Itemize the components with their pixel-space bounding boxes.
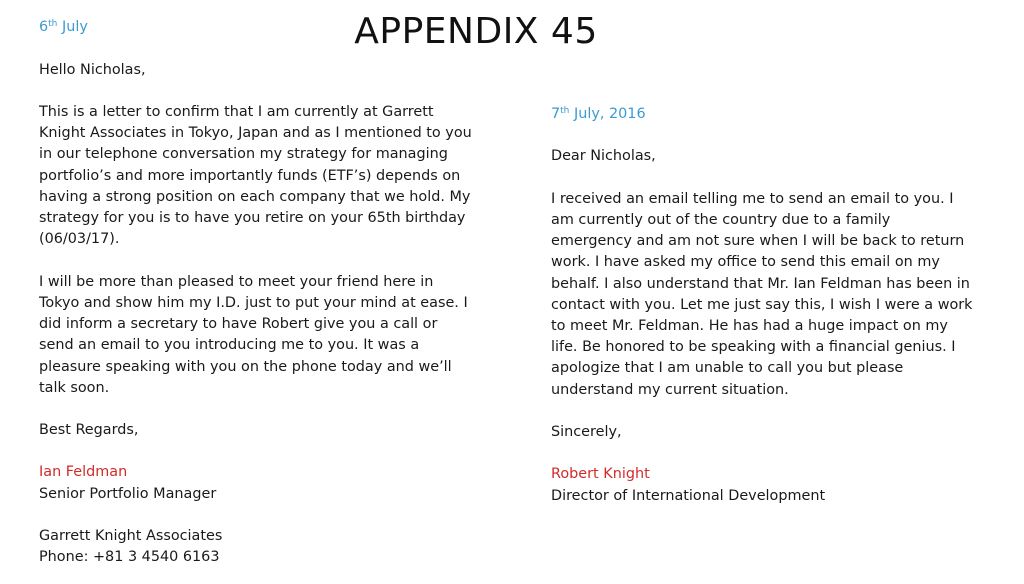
paragraph-line: Knight Associates in Tokyo, Japan and as I mentioned to you xyxy=(39,125,472,142)
letter-date xyxy=(39,17,479,38)
letter-paragraph xyxy=(551,189,981,401)
paragraph-line: contact with you. Let me just say this, I wish I were a work xyxy=(551,296,973,313)
paragraph-line: apologize that I am unable to call you but please xyxy=(551,360,904,377)
paragraph-line: emergency and am not sure when I will be back to return xyxy=(551,233,965,250)
letter-salutation: Dear Nicholas, xyxy=(551,148,656,165)
paragraph-line: in our telephone conversation my strategy for managing xyxy=(39,146,448,163)
date-month: July xyxy=(57,19,88,35)
paragraph-line: I received an email telling me to send an email to you. I xyxy=(551,190,954,207)
page-title: APPENDIX 45 xyxy=(354,11,598,52)
paragraph-line: understand my current situation. xyxy=(551,381,789,398)
paragraph-line: behalf. I also understand that Mr. Ian Feldman has been in xyxy=(551,275,970,292)
letter-closing: Sincerely, xyxy=(551,424,622,440)
date-suffix: th xyxy=(560,106,570,116)
paragraph-line: This is a letter to confirm that I am currently at Garrett xyxy=(39,104,434,121)
letter-date xyxy=(551,104,981,125)
date-day: 7 xyxy=(551,106,561,122)
date-month-year: July, 2016 xyxy=(569,106,646,122)
paragraph-line: (06/03/17). xyxy=(39,231,120,248)
paragraph-line: portfolio’s and more importantly funds (ETF’s) depends on xyxy=(39,167,461,184)
signer-name: Robert Knight xyxy=(551,466,650,483)
paragraph-line: talk soon. xyxy=(39,379,110,396)
paragraph-line: work. I have asked my office to send this email on my xyxy=(551,254,940,271)
date-day: 6 xyxy=(39,19,49,35)
signer-title: Director of International Development xyxy=(551,487,826,504)
paragraph-line: strategy for you is to have you retire on your 65th birthday xyxy=(39,210,466,227)
letter-robert-knight xyxy=(551,104,981,507)
paragraph-line: send an email to you introducing me to you. It was a xyxy=(39,337,420,354)
paragraph-line: I will be more than pleased to meet your friend here in xyxy=(39,273,434,290)
letter-salutation: Hello Nicholas, xyxy=(39,61,146,78)
paragraph-line: to meet Mr. Feldman. He has had a huge impact on my xyxy=(551,318,948,334)
letter-paragraph xyxy=(39,272,479,399)
date-suffix: th xyxy=(48,19,58,29)
paragraph-line: life. Be honored to be speaking with a financial genius. I xyxy=(551,339,956,356)
letter-paragraph xyxy=(39,102,479,250)
letter-closing: Best Regards, xyxy=(39,422,139,439)
signer-name: Ian Feldman xyxy=(39,464,128,481)
letter-ian-feldman xyxy=(39,17,479,568)
paragraph-line: Tokyo and show him my I.D. just to put your mind at ease. I xyxy=(39,294,468,311)
paragraph-line: did inform a secretary to have Robert give you a call or xyxy=(39,316,438,333)
signer-title: Senior Portfolio Manager xyxy=(39,485,217,502)
paragraph-line: having a strong position on each company that we hold. My xyxy=(39,188,471,205)
company-name: Garrett Knight Associates xyxy=(39,528,223,545)
paragraph-line: am currently out of the country due to a family xyxy=(551,211,891,228)
company-phone: Phone: +81 3 4540 6163 xyxy=(39,549,220,566)
paragraph-line: pleasure speaking with you on the phone today and we’ll xyxy=(39,358,452,375)
